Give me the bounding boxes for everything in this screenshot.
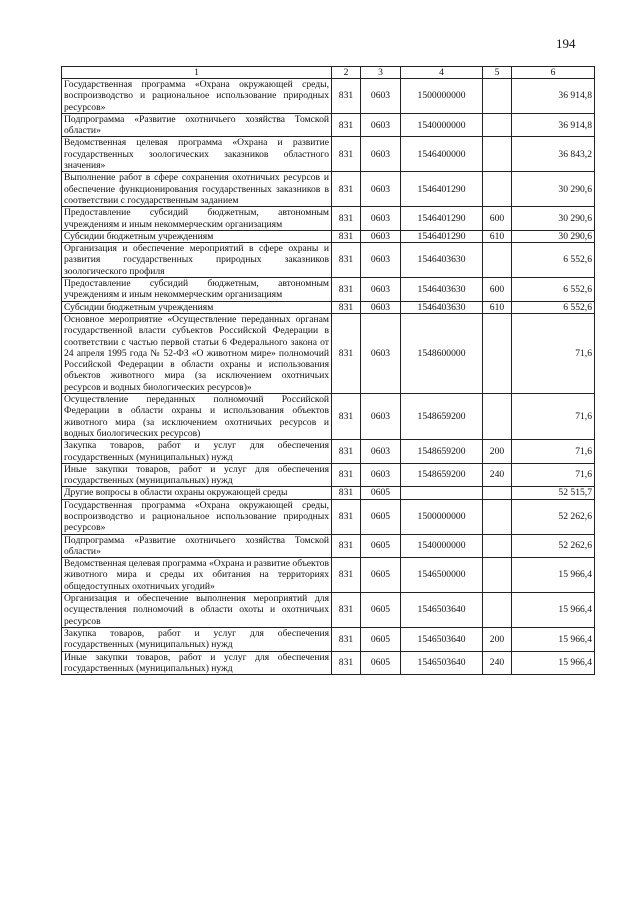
expense-type-cell	[483, 313, 512, 393]
ministry-code-cell: 831	[332, 593, 361, 628]
program-name-cell: Государственная программа «Охрана окружающей среды, воспроизводство и рациональное использование природных ресурсов»	[62, 499, 332, 534]
table-row	[62, 534, 595, 558]
amount-cell: 36 914,8	[512, 113, 595, 137]
expense-type-cell	[483, 137, 512, 172]
section-code-cell: 0603	[361, 172, 401, 207]
program-name-cell: Ведомственная целевая программа «Охрана и развитие государственных зоологических заказников областного значения»	[62, 137, 332, 172]
target-article-cell: 1546401290	[401, 230, 483, 242]
ministry-code-cell: 831	[332, 207, 361, 231]
ministry-code-cell: 831	[332, 243, 361, 278]
amount-cell: 15 966,4	[512, 627, 595, 651]
target-article-cell: 1500000000	[401, 499, 483, 534]
target-article-cell: 1546503640	[401, 627, 483, 651]
target-article-cell: 1546400000	[401, 137, 483, 172]
target-article-cell: 1546503640	[401, 651, 483, 675]
ministry-code-cell: 831	[332, 534, 361, 558]
ministry-code-cell: 831	[332, 463, 361, 487]
program-name-cell: Закупка товаров, работ и услуг для обеспечения государственных (муниципальных) нужд	[62, 627, 332, 651]
section-code-cell: 0605	[361, 534, 401, 558]
ministry-code-cell: 831	[332, 313, 361, 393]
ministry-code-cell: 831	[332, 301, 361, 313]
target-article-cell: 1546503640	[401, 593, 483, 628]
target-article-cell: 1546403630	[401, 301, 483, 313]
header-cell: 5	[483, 67, 512, 79]
program-name-cell: Другие вопросы в области охраны окружающей среды	[62, 487, 332, 499]
section-code-cell: 0603	[361, 137, 401, 172]
amount-cell: 6 552,6	[512, 243, 595, 278]
ministry-code-cell: 831	[332, 440, 361, 464]
expense-type-cell: 200	[483, 440, 512, 464]
section-code-cell: 0603	[361, 113, 401, 137]
table-row	[62, 172, 595, 207]
amount-cell: 71,6	[512, 440, 595, 464]
section-code-cell: 0603	[361, 440, 401, 464]
table-row	[62, 313, 595, 393]
section-code-cell: 0603	[361, 243, 401, 278]
section-code-cell: 0603	[361, 463, 401, 487]
target-article-cell: 1548659200	[401, 440, 483, 464]
header-cell: 1	[62, 67, 332, 79]
section-code-cell: 0603	[361, 301, 401, 313]
expense-type-cell: 610	[483, 230, 512, 242]
program-name-cell: Предоставление субсидий бюджетным, автономным учреждениям и иным некоммерческим организациям	[62, 207, 332, 231]
program-name-cell: Предоставление субсидий бюджетным, автономным учреждениям и иным некоммерческим организациям	[62, 278, 332, 302]
ministry-code-cell: 831	[332, 651, 361, 675]
target-article-cell: 1500000000	[401, 79, 483, 114]
table-row	[62, 627, 595, 651]
amount-cell: 30 290,6	[512, 230, 595, 242]
ministry-code-cell: 831	[332, 172, 361, 207]
amount-cell: 71,6	[512, 313, 595, 393]
program-name-cell: Организация и обеспечение мероприятий в сфере охраны и развития государственных природных заказников зоологического профиля	[62, 243, 332, 278]
ministry-code-cell: 831	[332, 394, 361, 440]
section-code-cell: 0603	[361, 278, 401, 302]
ministry-code-cell: 831	[332, 499, 361, 534]
section-code-cell: 0605	[361, 651, 401, 675]
section-code-cell: 0603	[361, 313, 401, 393]
program-name-cell: Осуществление переданных полномочий Российской Федерации в области охраны и использования объектов животного мира (за исключением охотничьих ресурсов и водных биологических ресурсов)	[62, 394, 332, 440]
section-code-cell: 0605	[361, 593, 401, 628]
target-article-cell: 1546401290	[401, 172, 483, 207]
ministry-code-cell: 831	[332, 137, 361, 172]
table-row	[62, 463, 595, 487]
program-name-cell: Иные закупки товаров, работ и услуг для обеспечения государственных (муниципальных) нужд	[62, 463, 332, 487]
target-article-cell: 1546403630	[401, 243, 483, 278]
expense-type-cell	[483, 79, 512, 114]
amount-cell: 71,6	[512, 463, 595, 487]
program-name-cell: Основное мероприятие «Осуществление переданных органам государственной власти субъектов Российской Федерации в соответствии с частью первой статьи 6 Федерального закона от 24 апреля 1995 года № 52-ФЗ «О животном мире» полномочий Российской Федерации в области охраны и использования объектов животного мира (за исключением охотничьих ресурсов и водных биологических ресурсов)»	[62, 313, 332, 393]
amount-cell: 36 843,2	[512, 137, 595, 172]
program-name-cell: Государственная программа «Охрана окружающей среды, воспроизводство и рациональное использование природных ресурсов»	[62, 79, 332, 114]
amount-cell: 6 552,6	[512, 301, 595, 313]
ministry-code-cell: 831	[332, 230, 361, 242]
target-article-cell	[401, 487, 483, 499]
table-row	[62, 243, 595, 278]
program-name-cell: Закупка товаров, работ и услуг для обеспечения государственных (муниципальных) нужд	[62, 440, 332, 464]
section-code-cell: 0605	[361, 558, 401, 593]
header-cell: 4	[401, 67, 483, 79]
expense-type-cell	[483, 243, 512, 278]
amount-cell: 52 262,6	[512, 499, 595, 534]
table-row	[62, 440, 595, 464]
section-code-cell: 0603	[361, 230, 401, 242]
expense-type-cell: 610	[483, 301, 512, 313]
target-article-cell: 1548600000	[401, 313, 483, 393]
target-article-cell: 1546500000	[401, 558, 483, 593]
amount-cell: 30 290,6	[512, 207, 595, 231]
table-row	[62, 113, 595, 137]
target-article-cell: 1540000000	[401, 113, 483, 137]
expense-type-cell	[483, 487, 512, 499]
table-row	[62, 207, 595, 231]
header-cell: 6	[512, 67, 595, 79]
amount-cell: 52 515,7	[512, 487, 595, 499]
ministry-code-cell: 831	[332, 627, 361, 651]
expense-type-cell: 600	[483, 278, 512, 302]
program-name-cell: Иные закупки товаров, работ и услуг для обеспечения государственных (муниципальных) нужд	[62, 651, 332, 675]
table-row	[62, 137, 595, 172]
expense-type-cell	[483, 534, 512, 558]
amount-cell: 15 966,4	[512, 651, 595, 675]
program-name-cell: Организация и обеспечение выполнения мероприятий для осуществления полномочий в области охоты и охотничьих ресурсов	[62, 593, 332, 628]
budget-table	[61, 66, 595, 675]
table-row	[62, 593, 595, 628]
table-row	[62, 230, 595, 242]
section-code-cell: 0605	[361, 499, 401, 534]
table-row	[62, 394, 595, 440]
table-row	[62, 558, 595, 593]
program-name-cell: Выполнение работ в сфере сохранения охотничьих ресурсов и обеспечение функционирования государственных заказников в соответствии с государственным заданием	[62, 172, 332, 207]
program-name-cell: Подпрограмма «Развитие охотничьего хозяйства Томской области»	[62, 534, 332, 558]
section-code-cell: 0603	[361, 79, 401, 114]
table-row	[62, 651, 595, 675]
amount-cell: 36 914,8	[512, 79, 595, 114]
section-code-cell: 0605	[361, 627, 401, 651]
ministry-code-cell: 831	[332, 278, 361, 302]
target-article-cell: 1546403630	[401, 278, 483, 302]
table-row	[62, 79, 595, 114]
header-cell: 2	[332, 67, 361, 79]
expense-type-cell: 200	[483, 627, 512, 651]
amount-cell: 30 290,6	[512, 172, 595, 207]
ministry-code-cell: 831	[332, 113, 361, 137]
page-number: 194	[556, 36, 576, 51]
expense-type-cell: 240	[483, 651, 512, 675]
table-row	[62, 278, 595, 302]
amount-cell: 15 966,4	[512, 593, 595, 628]
amount-cell: 52 262,6	[512, 534, 595, 558]
target-article-cell: 1546401290	[401, 207, 483, 231]
ministry-code-cell: 831	[332, 558, 361, 593]
expense-type-cell	[483, 172, 512, 207]
expense-type-cell: 600	[483, 207, 512, 231]
expense-type-cell	[483, 558, 512, 593]
table-row	[62, 301, 595, 313]
program-name-cell: Субсидии бюджетным учреждениям	[62, 301, 332, 313]
expense-type-cell	[483, 113, 512, 137]
ministry-code-cell: 831	[332, 487, 361, 499]
target-article-cell: 1548659200	[401, 394, 483, 440]
target-article-cell: 1548659200	[401, 463, 483, 487]
expense-type-cell	[483, 593, 512, 628]
program-name-cell: Ведомственная целевая программа «Охрана и развитие объектов животного мира и среды их обитания на территориях общедоступных охотничьих угодий»	[62, 558, 332, 593]
program-name-cell: Субсидии бюджетным учреждениям	[62, 230, 332, 242]
ministry-code-cell: 831	[332, 79, 361, 114]
amount-cell: 15 966,4	[512, 558, 595, 593]
section-code-cell: 0603	[361, 394, 401, 440]
table-row	[62, 487, 595, 499]
amount-cell: 6 552,6	[512, 278, 595, 302]
amount-cell: 71,6	[512, 394, 595, 440]
target-article-cell: 1540000000	[401, 534, 483, 558]
table-row	[62, 499, 595, 534]
expense-type-cell	[483, 394, 512, 440]
expense-type-cell	[483, 499, 512, 534]
section-code-cell: 0605	[361, 487, 401, 499]
section-code-cell: 0603	[361, 207, 401, 231]
program-name-cell: Подпрограмма «Развитие охотничьего хозяйства Томской области»	[62, 113, 332, 137]
expense-type-cell: 240	[483, 463, 512, 487]
header-row	[62, 67, 595, 79]
header-cell: 3	[361, 67, 401, 79]
